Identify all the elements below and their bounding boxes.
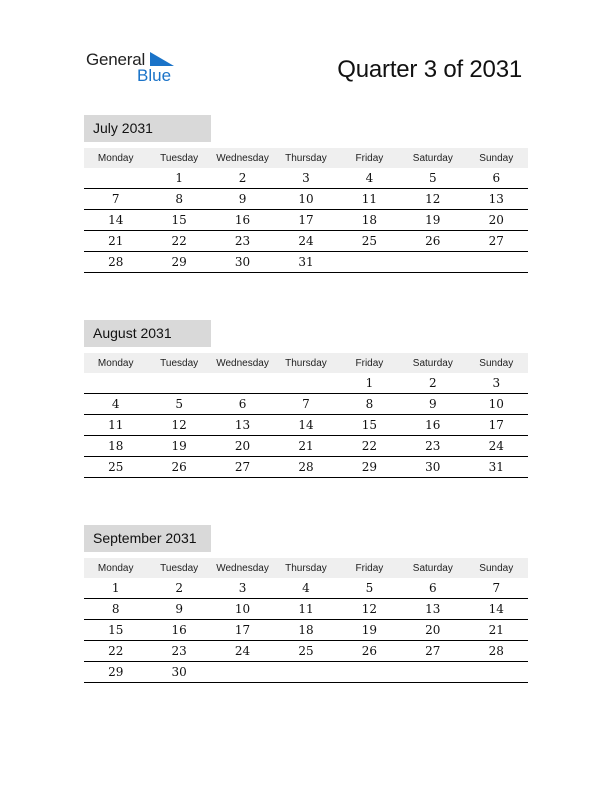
week-row — [84, 252, 528, 273]
day-cell: 16 — [147, 620, 210, 641]
day-cell — [465, 252, 528, 273]
day-cell: 31 — [274, 252, 337, 273]
day-cell: 13 — [465, 189, 528, 210]
week-row — [84, 210, 528, 231]
day-cell: 24 — [465, 436, 528, 457]
weekday-header: Friday — [338, 558, 401, 578]
day-cell: 20 — [401, 620, 464, 641]
week-row — [84, 457, 528, 478]
day-cell: 24 — [274, 231, 337, 252]
day-cell: 15 — [147, 210, 210, 231]
day-cell: 7 — [84, 189, 147, 210]
day-cell: 9 — [147, 599, 210, 620]
day-cell: 7 — [274, 394, 337, 415]
day-cell: 15 — [338, 415, 401, 436]
weekday-header: Tuesday — [147, 353, 210, 373]
weekday-header: Monday — [84, 148, 147, 168]
generalblue-logo — [86, 48, 186, 88]
day-cell: 10 — [274, 189, 337, 210]
logo-word-blue: Blue — [137, 66, 172, 85]
day-cell: 2 — [401, 373, 464, 394]
day-cell: 23 — [401, 436, 464, 457]
day-cell: 10 — [211, 599, 274, 620]
week-row — [84, 231, 528, 252]
day-cell: 25 — [338, 231, 401, 252]
month-block-september — [84, 525, 528, 683]
day-cell: 3 — [465, 373, 528, 394]
day-cell: 18 — [338, 210, 401, 231]
logo-word-general: General — [86, 50, 146, 69]
day-cell: 22 — [84, 641, 147, 662]
weekday-header-row — [84, 148, 528, 168]
day-cell: 7 — [465, 578, 528, 599]
day-cell: 6 — [211, 394, 274, 415]
day-cell: 21 — [274, 436, 337, 457]
day-cell: 10 — [465, 394, 528, 415]
day-cell: 13 — [401, 599, 464, 620]
weekday-header: Sunday — [465, 148, 528, 168]
day-cell: 22 — [147, 231, 210, 252]
weekday-header: Monday — [84, 353, 147, 373]
day-cell: 8 — [84, 599, 147, 620]
day-cell: 24 — [211, 641, 274, 662]
day-cell — [147, 373, 210, 394]
day-cell — [84, 373, 147, 394]
day-cell: 11 — [274, 599, 337, 620]
weekday-header: Thursday — [274, 148, 337, 168]
week-row — [84, 373, 528, 394]
day-cell: 16 — [211, 210, 274, 231]
month-label: September 2031 — [84, 525, 211, 552]
day-cell: 3 — [274, 168, 337, 189]
day-cell: 29 — [338, 457, 401, 478]
month-label: August 2031 — [84, 320, 211, 347]
day-cell: 2 — [147, 578, 210, 599]
month-calendar-grid — [84, 558, 528, 683]
day-cell: 17 — [211, 620, 274, 641]
week-row — [84, 641, 528, 662]
weekday-header: Thursday — [274, 353, 337, 373]
day-cell — [401, 252, 464, 273]
day-cell: 3 — [211, 578, 274, 599]
week-row — [84, 436, 528, 457]
day-cell: 14 — [84, 210, 147, 231]
day-cell: 30 — [211, 252, 274, 273]
day-cell: 9 — [401, 394, 464, 415]
weekday-header: Tuesday — [147, 148, 210, 168]
day-cell: 29 — [147, 252, 210, 273]
day-cell: 26 — [401, 231, 464, 252]
week-row — [84, 415, 528, 436]
week-row — [84, 599, 528, 620]
day-cell: 20 — [465, 210, 528, 231]
day-cell: 19 — [401, 210, 464, 231]
weekday-header: Friday — [338, 353, 401, 373]
weekday-header: Saturday — [401, 353, 464, 373]
day-cell — [84, 168, 147, 189]
weekday-header: Saturday — [401, 558, 464, 578]
day-cell: 23 — [211, 231, 274, 252]
day-cell: 6 — [465, 168, 528, 189]
day-cell: 28 — [274, 457, 337, 478]
day-cell — [211, 662, 274, 683]
weekday-header: Wednesday — [211, 558, 274, 578]
day-cell: 14 — [274, 415, 337, 436]
weekday-header: Tuesday — [147, 558, 210, 578]
day-cell — [211, 373, 274, 394]
day-cell: 30 — [147, 662, 210, 683]
weekday-header: Monday — [84, 558, 147, 578]
day-cell: 17 — [274, 210, 337, 231]
day-cell: 4 — [274, 578, 337, 599]
day-cell: 11 — [84, 415, 147, 436]
weekday-header-row — [84, 353, 528, 373]
month-calendar-grid — [84, 148, 528, 273]
day-cell — [401, 662, 464, 683]
day-cell: 22 — [338, 436, 401, 457]
weekday-header: Saturday — [401, 148, 464, 168]
day-cell: 9 — [211, 189, 274, 210]
day-cell: 5 — [401, 168, 464, 189]
week-row — [84, 620, 528, 641]
day-cell: 5 — [147, 394, 210, 415]
day-cell: 18 — [274, 620, 337, 641]
day-cell: 8 — [147, 189, 210, 210]
week-row — [84, 662, 528, 683]
day-cell: 28 — [84, 252, 147, 273]
month-label: July 2031 — [84, 115, 211, 142]
day-cell: 16 — [401, 415, 464, 436]
day-cell — [338, 252, 401, 273]
weekday-header: Wednesday — [211, 148, 274, 168]
weekday-header: Friday — [338, 148, 401, 168]
day-cell: 30 — [401, 457, 464, 478]
day-cell: 6 — [401, 578, 464, 599]
day-cell: 13 — [211, 415, 274, 436]
day-cell: 1 — [84, 578, 147, 599]
day-cell — [274, 373, 337, 394]
day-cell: 17 — [465, 415, 528, 436]
day-cell: 23 — [147, 641, 210, 662]
day-cell: 2 — [211, 168, 274, 189]
day-cell: 4 — [338, 168, 401, 189]
day-cell: 4 — [84, 394, 147, 415]
week-row — [84, 189, 528, 210]
day-cell: 14 — [465, 599, 528, 620]
day-cell: 25 — [274, 641, 337, 662]
day-cell: 25 — [84, 457, 147, 478]
day-cell: 12 — [147, 415, 210, 436]
week-row — [84, 394, 528, 415]
day-cell: 21 — [465, 620, 528, 641]
day-cell: 19 — [338, 620, 401, 641]
day-cell: 18 — [84, 436, 147, 457]
month-calendar-grid — [84, 353, 528, 478]
day-cell: 26 — [338, 641, 401, 662]
page-title: Quarter 3 of 2031 — [337, 56, 522, 83]
day-cell: 1 — [147, 168, 210, 189]
month-block-july — [84, 115, 528, 273]
day-cell: 19 — [147, 436, 210, 457]
weekday-header: Wednesday — [211, 353, 274, 373]
day-cell: 5 — [338, 578, 401, 599]
day-cell: 8 — [338, 394, 401, 415]
week-row — [84, 578, 528, 599]
day-cell: 11 — [338, 189, 401, 210]
day-cell: 26 — [147, 457, 210, 478]
weekday-header: Thursday — [274, 558, 337, 578]
day-cell: 12 — [338, 599, 401, 620]
day-cell: 31 — [465, 457, 528, 478]
weekday-header: Sunday — [465, 353, 528, 373]
day-cell: 20 — [211, 436, 274, 457]
day-cell — [338, 662, 401, 683]
weekday-header-row — [84, 558, 528, 578]
day-cell — [465, 662, 528, 683]
day-cell: 12 — [401, 189, 464, 210]
day-cell — [274, 662, 337, 683]
month-block-august — [84, 320, 528, 478]
day-cell: 27 — [465, 231, 528, 252]
logo-triangle-icon — [150, 52, 174, 66]
week-row — [84, 168, 528, 189]
day-cell: 21 — [84, 231, 147, 252]
day-cell: 28 — [465, 641, 528, 662]
day-cell: 27 — [401, 641, 464, 662]
day-cell: 15 — [84, 620, 147, 641]
weekday-header: Sunday — [465, 558, 528, 578]
day-cell: 29 — [84, 662, 147, 683]
day-cell: 27 — [211, 457, 274, 478]
day-cell: 1 — [338, 373, 401, 394]
